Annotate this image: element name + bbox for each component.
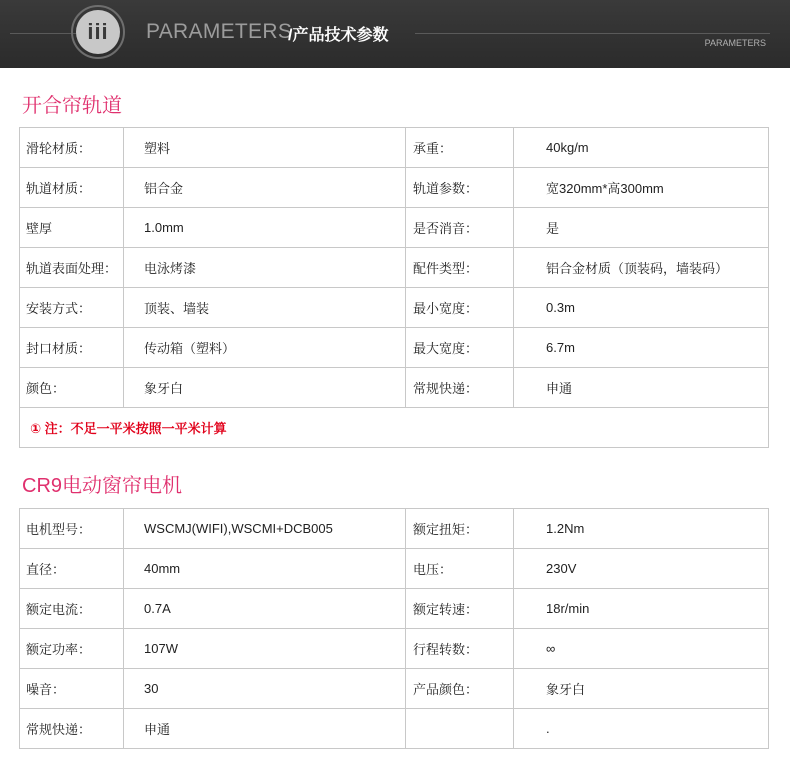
table-row	[20, 248, 769, 288]
spec-value: 40kg/m	[514, 128, 769, 168]
spec-label: 壁厚	[20, 208, 124, 248]
header-title-en: PARAMETERS	[146, 20, 293, 43]
page-header	[0, 0, 790, 68]
table-row	[20, 709, 769, 749]
header-divider-right	[415, 33, 770, 34]
spec-label: 轨道材质：	[20, 168, 124, 208]
header-badge: iii	[76, 10, 120, 54]
motor-spec-table	[19, 508, 769, 749]
spec-value: 18r/min	[514, 589, 769, 629]
table-row	[20, 128, 769, 168]
spec-value: 6.7m	[514, 328, 769, 368]
spec-value: ∞	[514, 629, 769, 669]
spec-value: 1.2Nm	[514, 509, 769, 549]
track-spec-table	[19, 127, 769, 448]
spec-label: 配件类型：	[406, 248, 514, 288]
table-row	[20, 549, 769, 589]
spec-label: 安装方式：	[20, 288, 124, 328]
spec-label: 额定电流：	[20, 589, 124, 629]
table-row	[20, 168, 769, 208]
table-row	[20, 328, 769, 368]
spec-value: 107W	[124, 629, 406, 669]
table-row	[20, 368, 769, 408]
spec-label: 额定转速：	[406, 589, 514, 629]
spec-label: 轨道参数：	[406, 168, 514, 208]
spec-value: .	[514, 709, 769, 749]
spec-label: 封口材质：	[20, 328, 124, 368]
table-row	[20, 208, 769, 248]
spec-label: 常规快递：	[406, 368, 514, 408]
spec-value: 电泳烤漆	[124, 248, 406, 288]
spec-value: 0.3m	[514, 288, 769, 328]
spec-label: 是否消音：	[406, 208, 514, 248]
spec-value: 象牙白	[124, 368, 406, 408]
motor-section-title: CR9电动窗帘电机	[22, 475, 183, 497]
spec-value: 象牙白	[514, 669, 769, 709]
track-section-title: 开合帘轨道	[22, 95, 122, 117]
pricing-note: ① 注：不足一平米按照一平米计算	[20, 408, 769, 448]
spec-label	[406, 709, 514, 749]
spec-value: 宽320mm*高300mm	[514, 168, 769, 208]
spec-value: 铝合金	[124, 168, 406, 208]
spec-value: 塑料	[124, 128, 406, 168]
spec-label: 最小宽度：	[406, 288, 514, 328]
spec-label: 行程转数：	[406, 629, 514, 669]
spec-label: 轨道表面处理：	[20, 248, 124, 288]
spec-value: 铝合金材质（顶装码，墙装码）	[514, 248, 769, 288]
spec-label: 颜色：	[20, 368, 124, 408]
spec-value: 1.0mm	[124, 208, 406, 248]
header-subtitle: PARAMETERS	[704, 38, 766, 48]
spec-value: 传动箱（塑料）	[124, 328, 406, 368]
spec-value: 是	[514, 208, 769, 248]
note-row	[20, 408, 769, 448]
spec-label: 电机型号：	[20, 509, 124, 549]
spec-label: 产品颜色：	[406, 669, 514, 709]
table-row	[20, 669, 769, 709]
spec-value: 0.7A	[124, 589, 406, 629]
spec-label: 额定功率：	[20, 629, 124, 669]
spec-label: 常规快递：	[20, 709, 124, 749]
spec-label: 直径：	[20, 549, 124, 589]
table-row	[20, 509, 769, 549]
spec-label: 滑轮材质：	[20, 128, 124, 168]
spec-label: 额定扭矩：	[406, 509, 514, 549]
spec-label: 承重：	[406, 128, 514, 168]
table-row	[20, 589, 769, 629]
spec-value: 30	[124, 669, 406, 709]
spec-label: 最大宽度：	[406, 328, 514, 368]
spec-value: 顶装、墙装	[124, 288, 406, 328]
spec-value: 40mm	[124, 549, 406, 589]
spec-label: 电压：	[406, 549, 514, 589]
spec-label: 噪音：	[20, 669, 124, 709]
spec-value: 申通	[514, 368, 769, 408]
spec-value: WSCMJ(WIFI),WSCMI+DCB005	[124, 509, 406, 549]
table-row	[20, 629, 769, 669]
spec-value: 申通	[124, 709, 406, 749]
spec-value: 230V	[514, 549, 769, 589]
table-row	[20, 288, 769, 328]
header-title-cn: /产品技术参数	[288, 27, 389, 44]
